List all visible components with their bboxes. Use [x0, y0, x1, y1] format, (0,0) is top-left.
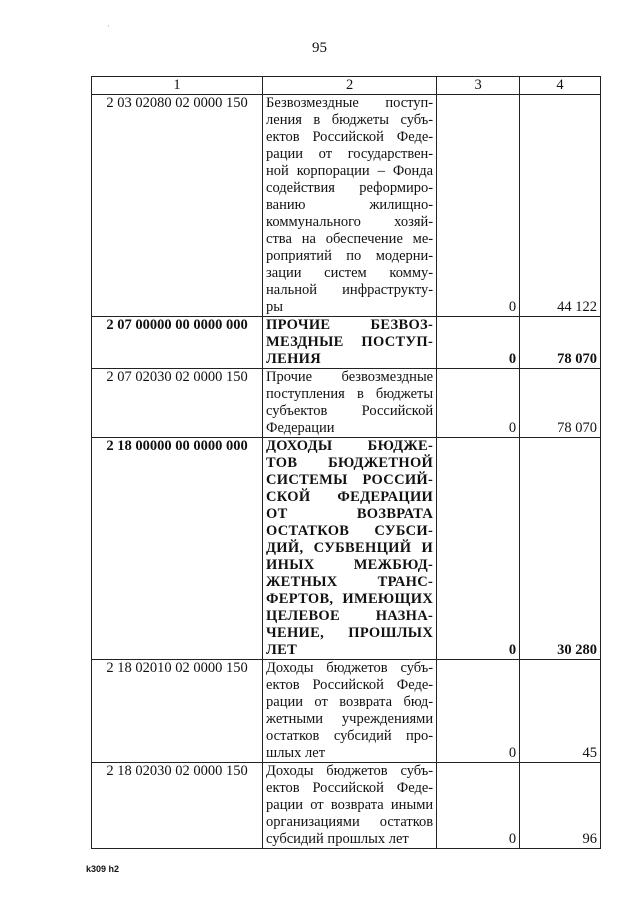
- revenue-description: [263, 95, 437, 317]
- column-3-value: 0: [437, 95, 520, 317]
- revenue-description: [263, 438, 437, 660]
- column-4-value: 45: [520, 660, 601, 763]
- description-line: СКОЙ ФЕДЕРАЦИИ: [266, 489, 434, 505]
- description-line: субсидий прошлых лет: [266, 831, 409, 847]
- description-line: ЛЕНИЯ: [266, 351, 322, 367]
- description-line: ления в бюджеты субъ-: [266, 112, 434, 128]
- scan-speck: ·: [107, 22, 110, 31]
- description-line: ПРОЧИЕ БЕЗВОЗ-: [266, 317, 434, 333]
- description-line: организациями остатков: [266, 814, 434, 830]
- column-4-value: 44 122: [520, 95, 601, 317]
- description-line: рации от государствен-: [266, 146, 434, 162]
- budget-classification-code: 2 18 02030 02 0000 150: [92, 763, 263, 849]
- revenue-description: [263, 317, 437, 369]
- revenue-table: [91, 76, 601, 849]
- footer-code: k309 h2: [86, 864, 120, 874]
- description-line: ектов Российской Феде-: [266, 129, 434, 145]
- table-row: [92, 438, 601, 660]
- description-line: Доходы бюджетов субъ-: [266, 763, 434, 779]
- description-line: ДОХОДЫ БЮДЖЕ-: [266, 438, 434, 454]
- description-line: роприятий по модерни-: [266, 248, 434, 264]
- description-line: ЖЕТНЫХ ТРАНС-: [266, 574, 434, 590]
- description-line: Федерации: [266, 420, 335, 436]
- description-line: ОСТАТКОВ СУБСИ-: [266, 523, 434, 539]
- budget-classification-code: 2 18 02010 02 0000 150: [92, 660, 263, 763]
- column-4-value: 78 070: [520, 317, 601, 369]
- description-line: ектов Российской Феде-: [266, 677, 434, 693]
- description-line: ры: [266, 299, 284, 315]
- description-line: ектов Российской Феде-: [266, 780, 434, 796]
- revenue-description: [263, 369, 437, 438]
- column-header-3: 3: [437, 77, 520, 95]
- column-4-value: 96: [520, 763, 601, 849]
- description-line: ной корпорации – Фонда: [266, 163, 434, 179]
- table-row: [92, 660, 601, 763]
- column-3-value: 0: [437, 438, 520, 660]
- description-line: жетными учреждениями: [266, 711, 434, 727]
- description-line: Доходы бюджетов субъ-: [266, 660, 434, 676]
- budget-classification-code: 2 07 02030 02 0000 150: [92, 369, 263, 438]
- budget-classification-code: 2 07 00000 00 0000 000: [92, 317, 263, 369]
- column-3-value: 0: [437, 369, 520, 438]
- column-header-2: 2: [263, 77, 437, 95]
- column-4-value: 78 070: [520, 369, 601, 438]
- description-line: СИСТЕМЫ РОССИЙ-: [266, 472, 434, 488]
- description-line: рации от возврата иными: [266, 797, 434, 813]
- table-row: [92, 317, 601, 369]
- column-header-1: 1: [92, 77, 263, 95]
- table-row: [92, 369, 601, 438]
- description-line: ОТ ВОЗВРАТА: [266, 506, 434, 522]
- budget-classification-code: 2 18 00000 00 0000 000: [92, 438, 263, 660]
- column-header-4: 4: [520, 77, 601, 95]
- table-row: [92, 95, 601, 317]
- description-line: рации от возврата бюд-: [266, 694, 434, 710]
- description-line: ИНЫХ МЕЖБЮД-: [266, 557, 434, 573]
- page-number: 95: [312, 40, 327, 56]
- description-line: ЦЕЛЕВОЕ НАЗНА-: [266, 608, 434, 624]
- table-row: [92, 763, 601, 849]
- description-line: остатков субсидий про-: [266, 728, 434, 744]
- description-line: ФЕРТОВ, ИМЕЮЩИХ: [266, 591, 434, 607]
- description-line: ЧЕНИЕ, ПРОШЛЫХ: [266, 625, 434, 641]
- description-line: ТОВ БЮДЖЕТНОЙ: [266, 455, 434, 471]
- description-line: содействия реформиро-: [266, 180, 434, 196]
- description-line: ДИЙ, СУБВЕНЦИЙ И: [266, 540, 434, 556]
- description-line: ЛЕТ: [266, 642, 298, 658]
- column-4-value: 30 280: [520, 438, 601, 660]
- description-line: МЕЗДНЫЕ ПОСТУП-: [266, 334, 434, 350]
- budget-classification-code: 2 03 02080 02 0000 150: [92, 95, 263, 317]
- description-line: коммунального хозяй-: [266, 214, 434, 230]
- revenue-description: [263, 763, 437, 849]
- description-line: зации систем комму-: [266, 265, 434, 281]
- description-line: шлых лет: [266, 745, 326, 761]
- description-line: Безвозмездные поступ-: [266, 95, 434, 111]
- description-line: ванию жилищно-: [266, 197, 434, 213]
- column-3-value: 0: [437, 317, 520, 369]
- description-line: поступления в бюджеты: [266, 386, 434, 402]
- description-line: ства на обеспечение ме-: [266, 231, 434, 247]
- description-line: Прочие безвозмездные: [266, 369, 434, 385]
- description-line: нальной инфраструкту-: [266, 282, 434, 298]
- column-number-header-row: [92, 77, 601, 95]
- column-3-value: 0: [437, 763, 520, 849]
- description-line: субъектов Российской: [266, 403, 434, 419]
- column-3-value: 0: [437, 660, 520, 763]
- revenue-description: [263, 660, 437, 763]
